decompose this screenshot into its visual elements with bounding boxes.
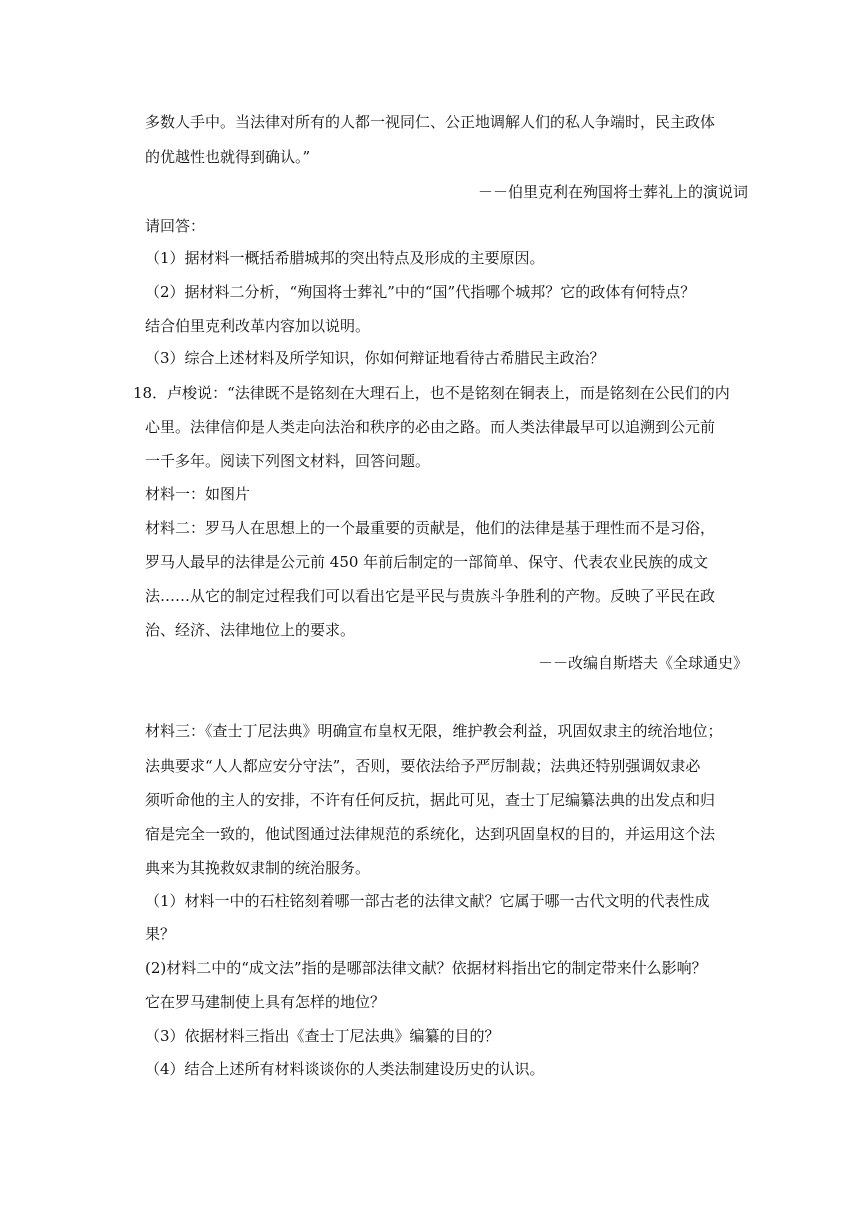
material-text: 宿是完全一致的，他试图通过法律规范的系统化，达到巩固皇权的目的，并运用这个法: [145, 825, 716, 843]
material-text: 治、经济、法律地位上的要求。: [145, 621, 356, 639]
question-line: （2）据材料二分析，“殉国将士葬礼”中的“国”代指哪个城邦？它的政体有何特点？: [145, 283, 696, 301]
citation-line: －－伯里克利在殉国将士葬礼上的演说词: [477, 183, 748, 201]
text-line: 果？: [145, 925, 176, 943]
material-text: 材料二：罗马人在思想上的一个最重要的贡献是，他们的法律是基于理性而不是习俗，: [145, 519, 716, 537]
citation-line: －－改编自斯塔夫《全球通史》: [537, 654, 748, 672]
text-line: 它在罗马建制使上具有怎样的地位？: [145, 993, 386, 1011]
material-text: 法……从它的制定过程我们可以看出它是平民与贵族斗争胜利的产物。反映了平民在政: [145, 587, 716, 605]
material-text: 罗马人最早的法律是公元前 450 年前后制定的一部简单、保守、代表农业民族的成文: [145, 553, 709, 571]
question-18-heading: 18．卢梭说：“法律既不是铭刻在大理石上，也不是铭刻在铜表上，而是铭刻在公民们的内: [133, 384, 730, 402]
question-line: （4）结合上述所有材料谈谈你的人类法制建设历史的认识。: [145, 1060, 545, 1078]
question-line: (2)材料二中的“成文法”指的是哪部法律文献？依据材料指出它的制定带来什么影响？: [145, 959, 707, 977]
text-line: 多数人手中。当法律对所有的人都一视同仁、公正地调解人们的私人争端时，民主政体: [145, 113, 716, 131]
question-line: （3）综合上述材料及所学知识，你如何辩证地看待古希腊民主政治？: [145, 349, 605, 367]
question-line: （1）材料一中的石柱铭刻着哪一部古老的法律文献？它属于哪一古代文明的代表性成: [145, 892, 710, 910]
text-line: 结合伯里克利改革内容加以说明。: [145, 317, 371, 335]
material-text: 须听命他的主人的安排，不许有任何反抗，据此可见，查士丁尼编纂法典的出发点和归: [145, 791, 716, 809]
text-line: 请回答：: [145, 217, 206, 235]
text-line: 心里。法律信仰是人类走向法治和秩序的必由之路。而人类法律最早可以追溯到公元前: [145, 418, 716, 436]
text-line: 一千多年。阅读下列图文材料，回答问题。: [145, 452, 431, 470]
material-text: 材料三：《查士丁尼法典》明确宣布皇权无限，维护教会利益，巩固奴隶主的统治地位；: [145, 722, 723, 740]
question-line: （1）据材料一概括希腊城邦的突出特点及形成的主要原因。: [145, 249, 545, 267]
material-text: 法典要求“人人都应安分守法”，否则，要依法给予严厉制裁；法典还特别强调奴隶必: [145, 757, 701, 775]
material-label: 材料一：如图片: [145, 485, 251, 503]
material-text: 典来为其挽救奴隶制的统治服务。: [145, 859, 371, 877]
text-line: 的优越性也就得到确认。”: [145, 148, 311, 166]
question-line: （3）依据材料三指出《查士丁尼法典》编纂的目的？: [145, 1027, 500, 1045]
